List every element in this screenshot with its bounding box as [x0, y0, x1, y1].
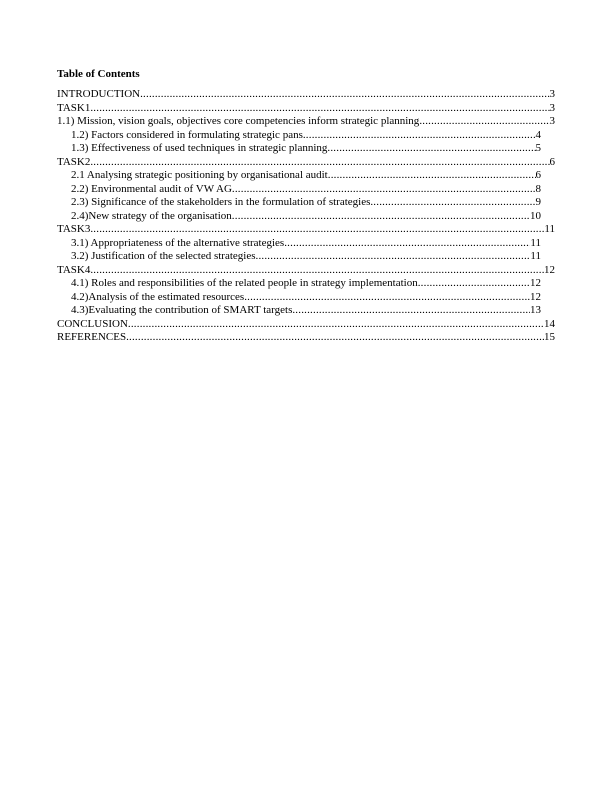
toc-page-number: 3: [549, 101, 555, 114]
toc-entry-label: TASK2: [57, 155, 91, 168]
toc-entry-label: 1.2) Factors considered in formulating strategic pans: [71, 128, 303, 141]
toc-entry-label: INTRODUCTION: [57, 88, 141, 100]
toc-entry-label: TASK4: [57, 263, 91, 276]
toc-page-number: 12: [544, 263, 555, 276]
toc-page-number: 15: [544, 331, 555, 343]
toc-dot-leader: [284, 237, 530, 251]
toc-page-number: 6: [535, 169, 541, 181]
toc-entry-label: 2.2) Environmental audit of VW AG: [71, 182, 232, 195]
toc-dot-leader: [232, 183, 536, 197]
toc-entry[interactable]: [57, 156, 555, 170]
toc-entry-label: 2.1 Analysing strategic positioning by organisational audit: [71, 169, 328, 181]
toc-entry[interactable]: [71, 142, 541, 156]
toc-page-number: 8: [535, 182, 541, 195]
toc-entry-label: CONCLUSION: [57, 317, 128, 330]
toc-entry-label: 4.3)Evaluating the contribution of SMART targets: [71, 304, 293, 316]
toc-entry-label: 1.1) Mission, vision goals, objectives core competencies inform strategic planning: [57, 115, 420, 127]
toc-list: [0, 88, 612, 345]
toc-entry-label: REFERENCES: [57, 331, 127, 343]
toc-entry[interactable]: [71, 183, 541, 197]
toc-entry[interactable]: [71, 210, 541, 224]
toc-dot-leader: [419, 115, 549, 129]
toc-entry[interactable]: [57, 102, 555, 116]
toc-page-number: 12: [530, 277, 541, 289]
toc-dot-leader: [232, 210, 530, 224]
toc-entry-label: 4.2)Analysis of the estimated resources: [71, 290, 245, 303]
toc-dot-leader: [328, 169, 536, 183]
toc-entry[interactable]: [71, 169, 541, 183]
toc-dot-leader: [303, 129, 536, 143]
toc-entry[interactable]: [71, 237, 541, 251]
toc-entry-label: 4.1) Roles and responsibilities of the related people in strategy implementation: [71, 277, 418, 289]
toc-page-number: 3: [549, 88, 555, 100]
toc-entry[interactable]: [71, 250, 541, 264]
toc-dot-leader: [90, 156, 549, 170]
toc-entry[interactable]: [71, 291, 541, 305]
toc-dot-leader: [292, 304, 530, 318]
toc-dot-leader: [418, 277, 530, 291]
toc-page-number: 11: [530, 236, 541, 249]
toc-entry-label: 1.3) Effectiveness of used techniques in strategic planning: [71, 142, 328, 154]
toc-entry[interactable]: [57, 115, 555, 129]
toc-dot-leader: [128, 318, 544, 332]
toc-dot-leader: [90, 223, 544, 237]
toc-page-number: 4: [535, 128, 541, 141]
toc-title: Table of Contents: [57, 68, 140, 80]
toc-dot-leader: [256, 250, 531, 264]
toc-entry[interactable]: [57, 88, 555, 102]
toc-entry-label: 2.3) Significance of the stakeholders in the formulation of strategies: [71, 196, 371, 208]
toc-entry[interactable]: [57, 264, 555, 278]
toc-page-number: 9: [535, 196, 541, 208]
toc-entry-label: TASK3: [57, 223, 91, 235]
toc-entry[interactable]: [57, 331, 555, 345]
toc-entry-label: 2.4)New strategy of the organisation: [71, 209, 232, 222]
toc-dot-leader: [327, 142, 535, 156]
toc-entry[interactable]: [71, 304, 541, 318]
toc-page-number: 5: [535, 142, 541, 154]
toc-page-number: 12: [530, 290, 541, 303]
toc-entry[interactable]: [57, 318, 555, 332]
toc-dot-leader: [244, 291, 530, 305]
toc-page-number: 3: [549, 115, 555, 127]
toc-entry-label: 3.1) Appropriateness of the alternative strategies: [71, 236, 285, 249]
toc-entry-label: TASK1: [57, 101, 91, 114]
toc-dot-leader: [370, 196, 535, 210]
toc-dot-leader: [90, 264, 544, 278]
toc-entry[interactable]: [57, 223, 555, 237]
toc-dot-leader: [126, 331, 544, 345]
toc-entry[interactable]: [71, 129, 541, 143]
toc-entry-label: 3.2) Justification of the selected strategies: [71, 250, 256, 262]
toc-page-number: 10: [530, 209, 541, 222]
toc-entry[interactable]: [71, 277, 541, 291]
toc-page-number: 6: [549, 155, 555, 168]
toc-page-number: 11: [530, 250, 541, 262]
toc-dot-leader: [140, 88, 549, 102]
toc-entry[interactable]: [71, 196, 541, 210]
toc-dot-leader: [90, 102, 549, 116]
toc-page-number: 13: [530, 304, 541, 316]
toc-page-number: 14: [544, 317, 555, 330]
toc-page-number: 11: [544, 223, 555, 235]
